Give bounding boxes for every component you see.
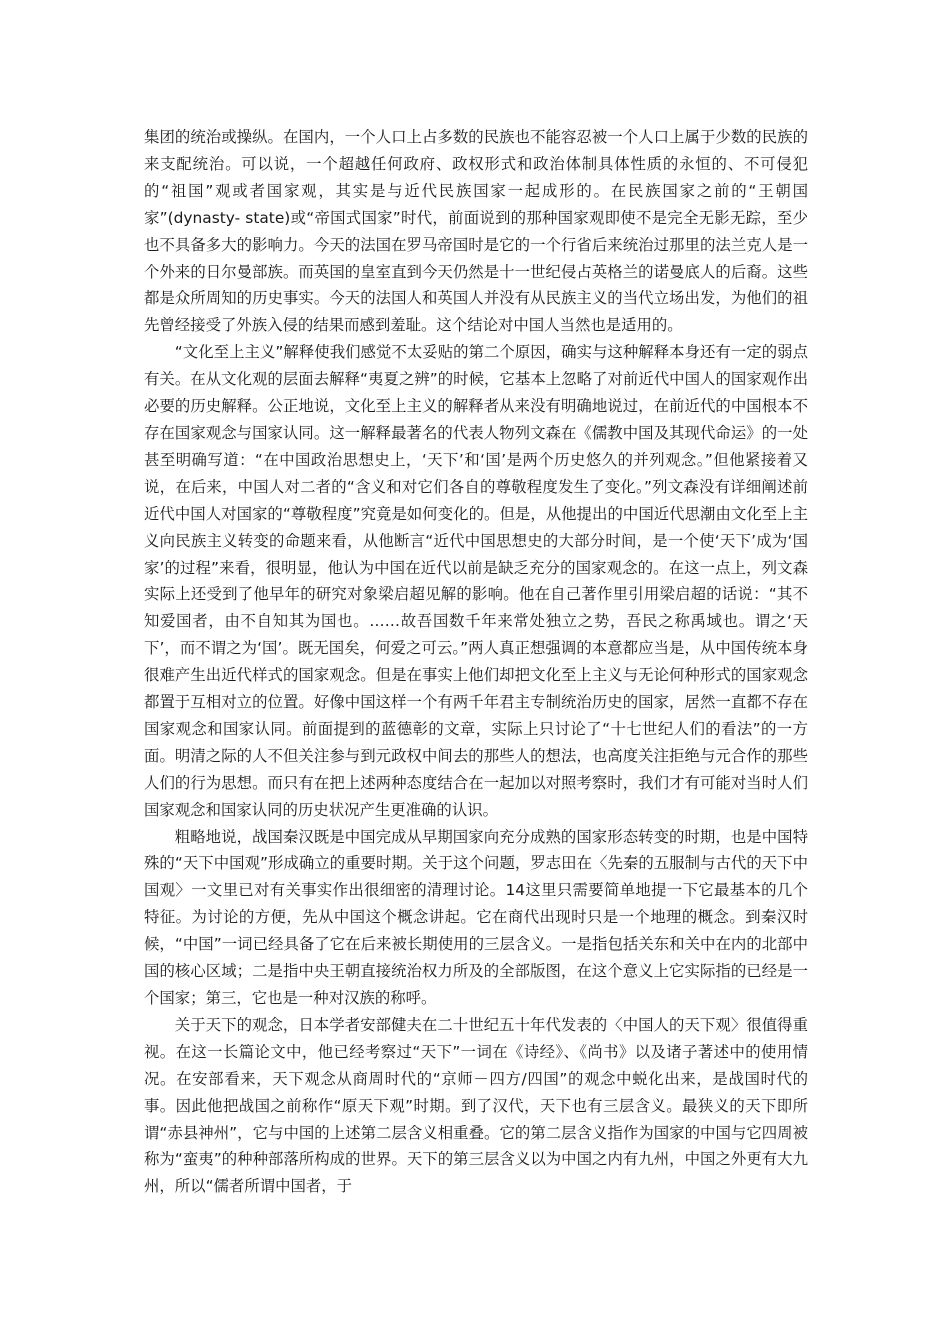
body-text	[144, 124, 808, 1200]
paragraph-4: 关于天下的观念，日本学者安部健夫在二十世纪五十年代发表的〈中国人的天下观〉很值得重视。在这一长篇论文中，他已经考察过“天下”一词在《诗经》、《尚书》以及诸子著述中的使用情况。在安部看来，天下观念从商周时代的“京师－四方/四国”的观念中蜕化出来，是战国时代的事。因此他把战国之前称作“原天下观”时期。到了汉代，天下也有三层含义。最狭义的天下即所谓“赤县神州”，它与中国的上述第二层含义相重叠。它的第二层含义指作为国家的中国与它四周被称为“蛮夷”的种种部落所构成的世界。天下的第三层含义以为中国之内有九州，中国之外更有大九州，所以“儒者所谓中国者，于	[144, 1015, 808, 1196]
paragraph-2: “文化至上主义”解释使我们感觉不太妥贴的第二个原因，确实与这种解释本身还有一定的弱点有关。在从文化观的层面去解释“夷夏之辨”的时候，它基本上忽略了对前近代中国人的国家观作出必要的历史解释。公正地说，文化至上主义的解释者从来没有明确地说过，在前近代的中国根本不存在国家观念与国家认同。这一解释最著名的代表人物列文森在《儒教中国及其现代命运》的一处甚至明确写道：“在中国政治思想史上，‘天下’和‘国’是两个历史悠久的并列观念。”但他紧接着又说，在后来，中国人对二者的“含义和对它们各自的尊敬程度发生了变化。”列文森没有详细阐述前近代中国人对国家的“尊敬程度”究竟是如何变化的。但是，从他提出的中国近代思潮由文化至上主义向民族主义转变的命题来看，从他断言“近代中国思想史的大部分时间，是一个使‘天下’成为‘国家’的过程”来看，很明显，他认为中国在近代以前是缺乏充分的国家观念的。在这一点上，列文森实际上还受到了他早年的研究对象梁启超见解的影响。他在自己著作里引用梁启超的话说：“其不知爱国者，由不自知其为国也。……故吾国数千年来常处独立之势，吾民之称禹域也。谓之‘天下’，而不谓之为‘国’。既无国矣，何爱之可云。”两人真正想强调的本意都应当是，从中国传统本身很难产生出近代样式的国家观念。但是在事实上他们却把文化至上主义与无论何种形式的国家观念都置于互相对立的位置。好像中国这样一个有两千年君主专制统治历史的国家，居然一直都不存在国家观念和国家认同。前面提到的蓝德彰的文章，实际上只讨论了“十七世纪人们的看法”的一方面。明清之际的人不但关注参与到元政权中间去的那些人的想法，也高度关注拒绝与元合作的那些人们的行为思想。而只有在把上述两种态度结合在一起加以对照考察时，我们才有可能对当时人们国家观念和国家认同的历史状况产生更准确的认识。	[144, 343, 808, 819]
paragraph-3: 粗略地说，战国秦汉既是中国完成从早期国家向充分成熟的国家形态转变的时期，也是中国特殊的“天下中国观”形成确立的重要时期。关于这个问题，罗志田在〈先秦的五服制与古代的天下中国观〉一文里已对有关事实作出很细密的清理讨论。14这里只需要简单地提一下它最基本的几个特征。为讨论的方便，先从中国这个概念讲起。它在商代出现时只是一个地理的概念。到秦汉时候，“中国”一词已经具备了它在后来被长期使用的三层含义。一是指包括关东和关中在内的北部中国的核心区域；二是指中央王朝直接统治权力所及的全部版图，在这个意义上它实际指的已经是一个国家；第三，它也是一种对汉族的称呼。	[144, 827, 808, 1007]
paragraph-1: 集团的统治或操纵。在国内，一个人口上占多数的民族也不能容忍被一个人口上属于少数的民族的来支配统治。可以说，一个超越任何政府、政权形式和政治体制具体性质的永恒的、不可侵犯的“祖国”观或者国家观，其实是与近代民族国家一起成形的。在民族国家之前的“王朝国家”(dynasty- state)或“帝国式国家”时代，前面说到的那种国家观即使不是完全无影无踪，至少也不具备多大的影响力。今天的法国在罗马帝国时是它的一个行省后来统治过那里的法兰克人是一个外来的日尔曼部族。而英国的皇室直到今天仍然是十一世纪侵占英格兰的诺曼底人的后裔。这些都是众所周知的历史事实。今天的法国人和英国人并没有从民族主义的当代立场出发，为他们的祖先曾经接受了外族入侵的结果而感到羞耻。这个结论对中国人当然也是适用的。	[144, 128, 808, 335]
